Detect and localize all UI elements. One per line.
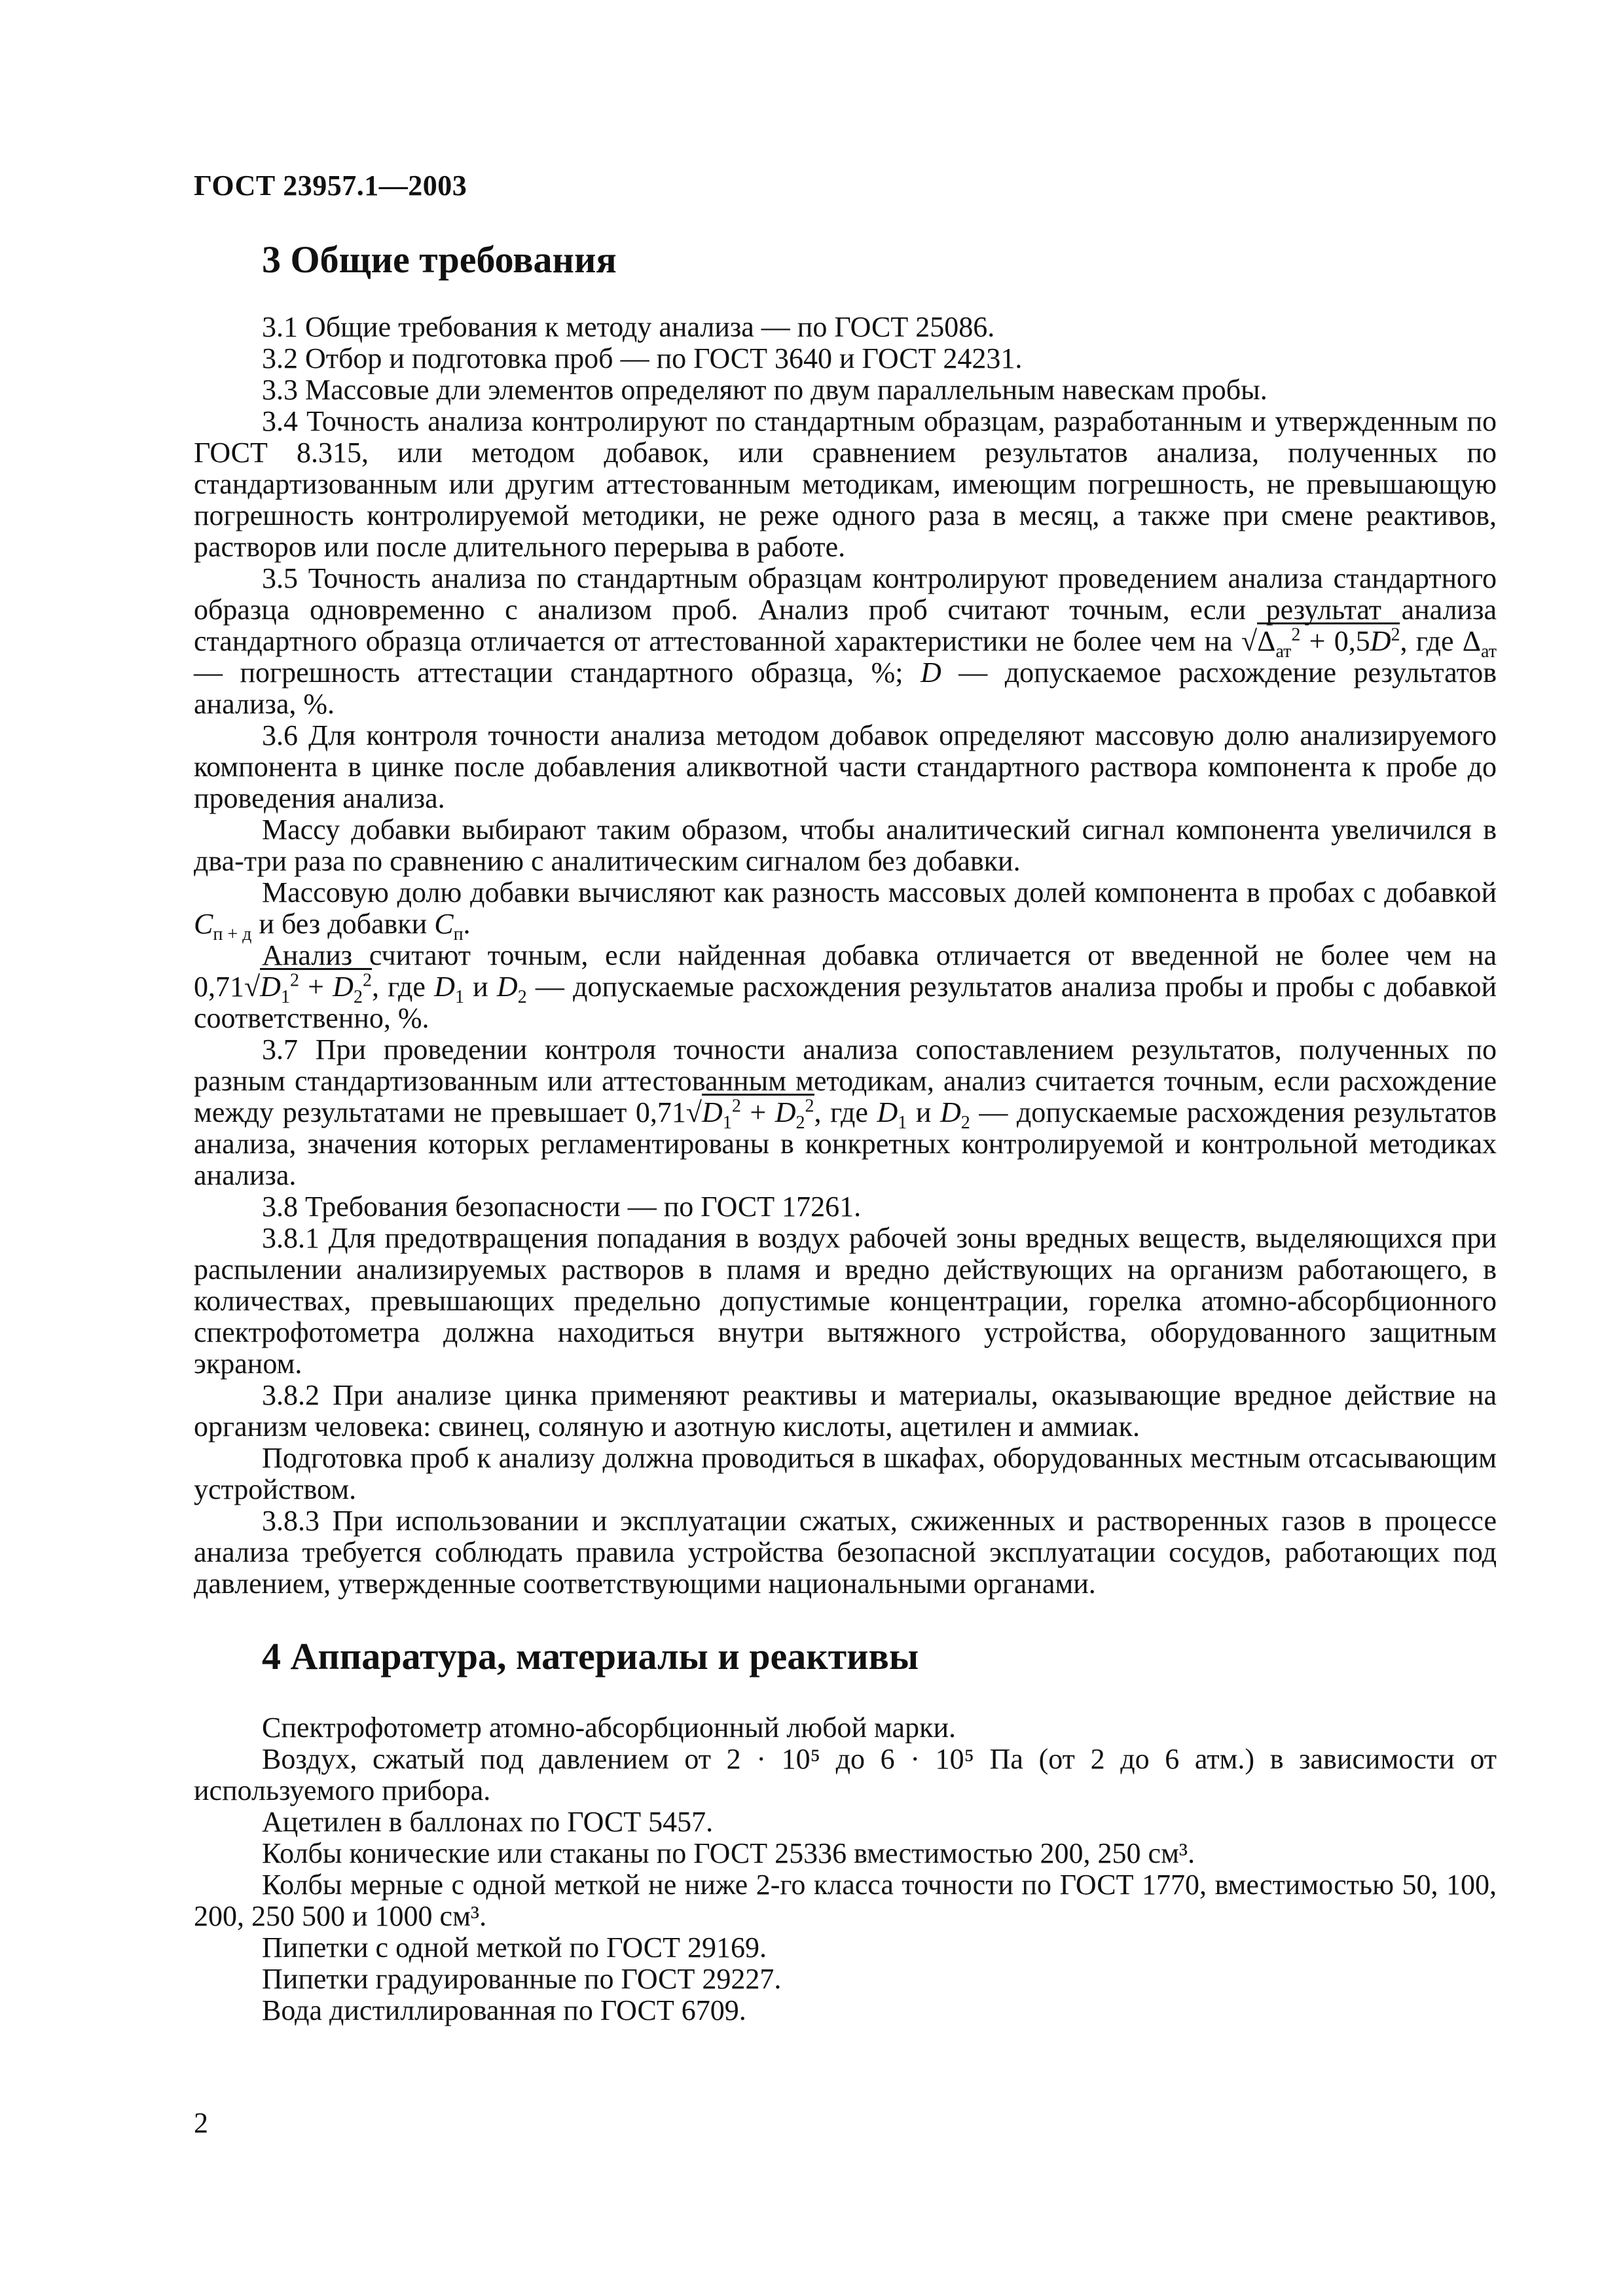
symbol-d2-b: $D_2$ [939,1096,970,1133]
text-3-5-b: , где [1400,625,1454,657]
equipment-item: Воздух, сжатый под давлением от 2 · 10⁵ до 6 · 10⁵ Па (от 2 до 6 атм.) в зависимости от используемого прибора. [194,1743,1497,1806]
equipment-item: Колбы конические или стаканы по ГОСТ 25336 вместимостью 200, 250 см³. [262,1837,1195,1869]
paragraph-3-7: 3.7 При проведении контроля точности анализа сопоставлением результатов, полученных по разным стандартизованным или аттестованным методикам, анализ считается точным, если расхождение между результатами не превышает $0,71√D_1^2 + D_2^2$, где $D_1$ и $D_2$ — допускаемые расхождения результатов анализа, значения которых регламентированы в конкретных контролируемой и контрольной методиках анализа. [194,1033,1497,1191]
equipment-item: Спектрофотометр атомно-абсорбционный любой марки. [262,1712,956,1744]
symbol-delta-at: $\Delta_{ат}$ [1462,625,1497,662]
paragraph-3-8-3: 3.8.3 При использовании и эксплуатации сжатых, сжиженных и растворенных газов в процессе анализа требуется соблюдать правила устройства безопасной эксплуатации сосудов, работающих под давлением, утвержденные соответствующими национальными органами. [194,1505,1497,1600]
formula-071-sqrt-d1-d2-b: $0,71√D_1^2 + D_2^2$ [636,1094,814,1128]
symbol-c-p: $C_п$ [434,908,464,944]
text-3-6-calc-a: Массовую долю добавки вычисляют как разность массовых долей компонента в пробах с добавкой [262,876,1497,908]
symbol-d: D [920,656,941,689]
equipment-item: Пипетки с одной меткой по ГОСТ 29169. [262,1931,767,1964]
text-3-5-c: — погрешность аттестации стандартного образца, %; [194,656,903,689]
document-number: ГОСТ 23957.1—2003 [194,170,467,202]
equipment-item: Ацетилен в баллонах по ГОСТ 5457. [262,1806,714,1838]
paragraph-3-6: 3.6 Для контроля точности анализа методом добавок определяют массовую долю анализируемого компонента в цинке после добавления аликвотной части стандартного раствора компонента к пробе до проведения анализа. [194,719,1497,814]
paragraph-3-8-2-b: Подготовка проб к анализу должна проводиться в шкафах, оборудованных местным отсасывающим устройством. [194,1442,1497,1505]
text-3-7-a: 3.7 При проведении контроля точности анализа сопоставлением результатов, полученных по разным стандартизованным или аттестованным методикам, анализ считается точным, если расхождение между результатами не превышает [194,1033,1497,1128]
text-3-6-acc-d: — допускаемые расхождения результатов анализа пробы и пробы с добавкой соответственно, %. [194,971,1497,1034]
symbol-d1-b: $D_1$ [877,1096,907,1133]
equipment-item: Пипетки градуированные по ГОСТ 29227. [262,1963,782,1995]
formula-071-sqrt-d1-d2: $0,71√D_1^2 + D_2^2$ [194,968,372,1003]
symbol-d1: $D_1$ [434,971,464,1007]
section-4-title: 4 Аппаратура, материалы и реактивы [262,1635,919,1677]
section-3-title: 3 Общие требования [262,238,617,281]
equipment-item: Колбы мерные с одной меткой не ниже 2-го класса точности по ГОСТ 1770, вместимостью 50, 100, 200, 250 500 и 1000 см³. [194,1869,1497,1932]
text-3-7-b: , где [814,1096,868,1128]
paragraph-3-2: 3.2 Отбор и подготовка проб — по ГОСТ 3640 и ГОСТ 24231. [262,342,1023,374]
symbol-d2: $D_2$ [496,971,527,1007]
paragraph-3-8-1: 3.8.1 Для предотвращения попадания в воздух рабочей зоны вредных веществ, выделяющихся при распылении анализируемых растворов в пламя и вредно действующих на организм работающего, в количествах, превышающих предельно допустимые концентрации, горелка атомно-абсорбционного спектрофотометра должна находиться внутри вытяжного устройства, оборудованного защитным экраном. [194,1222,1497,1380]
paragraph-3-6-mass: Массу добавки выбирают таким образом, чтобы аналитический сигнал компонента увеличился в два-три раза по сравнению с аналитическим сигналом без добавки. [194,814,1497,877]
document-body [194,237,1497,2026]
text-3-7-d: — допускаемые расхождения результатов анализа, значения которых регламентированы в конкретных контролируемой и контрольной методиках анализа. [194,1096,1497,1191]
paragraph-3-5 [194,563,1497,720]
paragraph-3-4: 3.4 Точность анализа контролируют по стандартным образцам, разработанным и утвержденным по ГОСТ 8.315, или методом добавок, или сравнением результатов анализа, полученных по стандартизованным или другим аттестованным методикам, имеющим погрешность, не превышающую погрешность контролируемой методики, не реже одного раза в месяц, а также при смене реактивов, растворов или после длительного перерыва в работе. [194,405,1497,563]
symbol-c-pd: $C_{п + д}$ [194,908,252,944]
paragraph-3-8: 3.8 Требования безопасности — по ГОСТ 17261. [262,1191,862,1223]
paragraph-3-6-calc: Массовую долю добавки вычисляют как разность массовых долей компонента в пробах с добавкой $C_{п + д}$ и без добавки $C_п$. [194,876,1497,944]
page-number: 2 [194,2107,208,2139]
formula-sqrt-delta-d: $√\Delta_{ат}^2 + 0,5D^2$ [1241,622,1400,657]
paragraph-3-3: 3.3 Массовые дли элементов определяют по двум параллельным навескам пробы. [262,374,1267,406]
text-3-5-a: 3.5 Точность анализа по стандартным образцам контролируют проведением анализа стандартного образца одновременно с анализом проб. Анализ проб считают точным, если результат анализа стандартного образца отличается от аттестованной характеристики не более чем на [194,562,1497,657]
text-3-6-calc-b: и без добавки [259,908,428,940]
paragraph-3-8-2: 3.8.2 При анализе цинка применяют реактивы и материалы, оказывающие вредное действие на организм человека: свинец, соляную и азотную кислоты, ацетилен и аммиак. [194,1379,1497,1443]
text-3-5-d: — допускаемое расхождение результатов анализа, %. [194,656,1497,720]
text-3-6-acc-a: Анализ считают точным, если найденная добавка отличается от введенной не более чем на [262,939,1497,971]
text-3-6-acc-b: , где [371,971,426,1003]
equipment-item: Вода дистиллированная по ГОСТ 6709. [262,1994,746,2026]
paragraph-3-6-accuracy: Анализ считают точным, если найденная добавка отличается от введенной не более чем на $0,71√D_1^2 + D_2^2$, где $D_1$ и $D_2$ — допускаемые расхождения результатов анализа пробы и пробы с добавкой соответственно, %. [194,939,1497,1034]
paragraph-3-1: 3.1 Общие требования к методу анализа — по ГОСТ 25086. [262,311,995,343]
